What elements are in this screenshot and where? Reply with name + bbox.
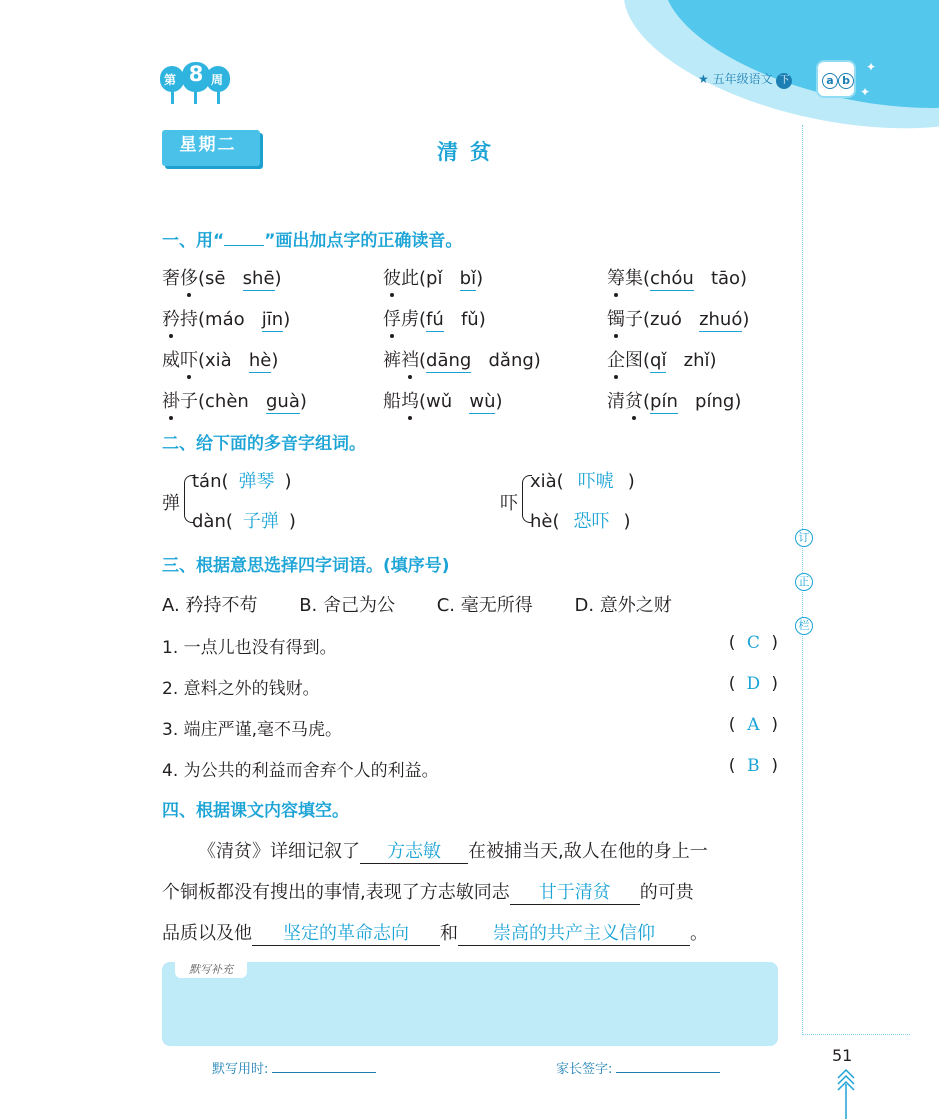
answer-letter: B — [747, 756, 760, 776]
choice-options — [162, 591, 708, 617]
pinyin-option: pín — [650, 391, 678, 412]
notes-box-label: 默写补充 — [175, 962, 247, 978]
fill-paragraph-line-1: 《清贫》详细记叙了 方志敏 在被捕当天,敌人在他的身上一 — [162, 837, 782, 864]
polyphone-reading-1: tán( 弹琴 ) — [192, 467, 292, 493]
day-banner-label: 星期二 — [179, 135, 237, 155]
pinyin-option: zuó — [650, 309, 682, 330]
emphasis-dot — [408, 375, 412, 379]
pinyin-item: 褂 子(chèn guà) — [162, 387, 307, 414]
question-row: 1. 一点儿也没有得到。 ( C ) — [162, 633, 778, 658]
emphasis-dot — [614, 334, 618, 338]
emphasis-dot — [614, 375, 618, 379]
emphasis-dot — [187, 293, 191, 297]
cube-letter-a: a — [822, 73, 838, 89]
question-row: 2. 意料之外的钱财。 ( D ) — [162, 674, 778, 699]
correction-margin-line-h — [802, 1034, 910, 1035]
answer-word: 吓唬 — [577, 471, 614, 492]
pinyin-option: qǐ — [650, 350, 667, 371]
pinyin-option: guà — [266, 391, 300, 412]
pinyin-word: 镯 子 — [607, 309, 643, 330]
emphasis-dot — [614, 293, 618, 297]
choice-b: B. 舍己为公 — [299, 595, 395, 616]
pinyin-word: 清贫 — [607, 391, 643, 412]
day-banner — [162, 130, 260, 166]
pinyin-item: 筹 集(chóu tāo) — [607, 264, 747, 291]
week-label-post: 周 — [211, 73, 224, 87]
emphasis-dot — [169, 334, 173, 338]
choice-d: D. 意外之财 — [574, 595, 672, 616]
pinyin-item: 裤裆 (dāng dǎng) — [383, 346, 541, 373]
emphasis-dot — [390, 334, 394, 338]
dictation-time-field[interactable]: 默写用时: — [212, 1058, 376, 1077]
fill-paragraph-line-3: 品质以及他 坚定的革命志向 和 崇高的共产主义信仰 。 — [162, 919, 782, 946]
correction-column-char: 订 — [795, 529, 813, 547]
dictation-notes-box[interactable] — [162, 962, 778, 1046]
emphasis-dot — [169, 416, 173, 420]
pinyin-option: xià — [205, 350, 232, 371]
polyphone-char: 吓 — [500, 493, 518, 514]
emphasis-dot — [187, 375, 191, 379]
fill-blank: 坚定的革命志向 — [252, 919, 440, 946]
pinyin-word: 俘 虏 — [383, 309, 419, 330]
pinyin-option: fú — [426, 309, 444, 330]
pinyin-item: 镯 子(zuó zhuó) — [607, 305, 749, 332]
answer-letter: D — [746, 674, 761, 694]
section2-title: 二、给下面的多音字组词。 — [162, 434, 366, 454]
answer-word: 恐吓 — [573, 511, 610, 532]
section4-title: 四、根据课文内容填空。 — [162, 801, 349, 821]
chevron-up-icon — [836, 1066, 856, 1119]
pinyin-item: 矜 持(máo jīn) — [162, 305, 290, 332]
polyphone-reading-2: hè( 恐吓 ) — [530, 507, 631, 533]
pinyin-word: 企 图 — [607, 350, 643, 371]
emphasis-dot — [632, 416, 636, 420]
pinyin-word: 威吓 — [162, 350, 198, 371]
grade-subject-text: 五年级语文 — [712, 72, 773, 86]
polyphone-reading-2: dàn( 子弹 ) — [192, 507, 296, 533]
answer-word: 弹琴 — [238, 471, 275, 492]
pinyin-option: pǐ — [426, 268, 443, 289]
pinyin-word: 矜 持 — [162, 309, 198, 330]
cube-letter-b: b — [838, 73, 854, 89]
parent-signature-field[interactable]: 家长签字: — [556, 1058, 720, 1077]
emphasis-dot — [408, 416, 412, 420]
pinyin-word: 彼 此 — [383, 268, 419, 289]
pinyin-option: hè — [248, 350, 272, 371]
pinyin-item: 船坞 (wǔ wù) — [383, 387, 503, 414]
section1-title: 一、用“ ”画出加点字的正确读音。 — [162, 231, 463, 251]
polyphone-reading-1: xià( 吓唬 ) — [530, 467, 635, 493]
page-number: 51 — [832, 1046, 853, 1065]
choice-c: C. 毫无所得 — [436, 595, 533, 616]
pinyin-option: píng — [695, 391, 735, 412]
question-row: 3. 端庄严谨,毫不马虎。 ( A ) — [162, 715, 778, 740]
pinyin-item: 俘 虏(fú fǔ) — [383, 305, 486, 332]
pinyin-item: 彼 此(pǐ bǐ) — [383, 264, 483, 291]
pinyin-option: zhuó — [699, 309, 743, 330]
emphasis-dot — [390, 293, 394, 297]
grade-subject-label — [698, 70, 792, 89]
cube-icon — [816, 60, 856, 98]
sparkle-icon: ✦ — [860, 85, 871, 99]
question-row: 4. 为公共的利益而舍弃个人的利益。 ( B ) — [162, 756, 778, 781]
correction-column-char: 正 — [795, 573, 813, 591]
fill-blank: 甘于清贫 — [510, 878, 640, 905]
pinyin-word: 裤裆 — [383, 350, 419, 371]
correction-column-char: 栏 — [795, 617, 813, 635]
answer-word: 子弹 — [242, 511, 279, 532]
pinyin-option: fǔ — [460, 309, 479, 330]
pinyin-option: dāng — [426, 350, 472, 371]
pinyin-option: chèn — [205, 391, 249, 412]
pinyin-option: zhǐ — [683, 350, 710, 371]
pinyin-option: wù — [469, 391, 496, 412]
week-logo — [160, 62, 230, 108]
underline-sample — [224, 234, 264, 246]
section3-title: 三、根据意思选择四字词语。(填序号) — [162, 556, 450, 576]
sparkle-icon: ✦ — [866, 60, 877, 74]
pinyin-option: dǎng — [488, 350, 534, 371]
pinyin-item: 奢侈 (sē shē) — [162, 264, 282, 291]
pinyin-item: 清贫 (pín píng) — [607, 387, 741, 414]
fill-blank: 方志敏 — [360, 837, 468, 864]
polyphone-char: 弹 — [162, 493, 180, 514]
star-icon: ★ — [698, 72, 709, 86]
pinyin-option: chóu — [650, 268, 694, 289]
pinyin-option: máo — [205, 309, 245, 330]
pinyin-option: wǔ — [426, 391, 453, 412]
pinyin-word: 筹 集 — [607, 268, 643, 289]
fill-paragraph-line-2: 个铜板都没有搜出的事情,表现了方志敏同志 甘于清贫 的可贵 — [162, 878, 782, 905]
pinyin-word: 奢侈 — [162, 268, 198, 289]
lesson-title: 清贫 — [437, 140, 503, 164]
pinyin-option: sē — [205, 268, 226, 289]
pinyin-option: bǐ — [459, 268, 477, 289]
choice-a: A. 矜持不苟 — [162, 595, 258, 616]
answer-letter: A — [747, 715, 760, 735]
pinyin-option: tāo — [710, 268, 741, 289]
week-number: 8 — [188, 62, 204, 86]
volume-badge: 下 — [776, 73, 792, 89]
pinyin-word: 船坞 — [383, 391, 419, 412]
week-label-pre: 第 — [164, 73, 177, 87]
pinyin-word: 褂 子 — [162, 391, 198, 412]
answer-letter: C — [746, 633, 760, 653]
pinyin-option: jīn — [261, 309, 284, 330]
fill-blank: 崇高的共产主义信仰 — [458, 919, 690, 946]
pinyin-option: shē — [242, 268, 275, 289]
pinyin-item: 企 图(qǐ zhǐ) — [607, 346, 717, 373]
pinyin-item: 威吓 (xià hè) — [162, 346, 278, 373]
